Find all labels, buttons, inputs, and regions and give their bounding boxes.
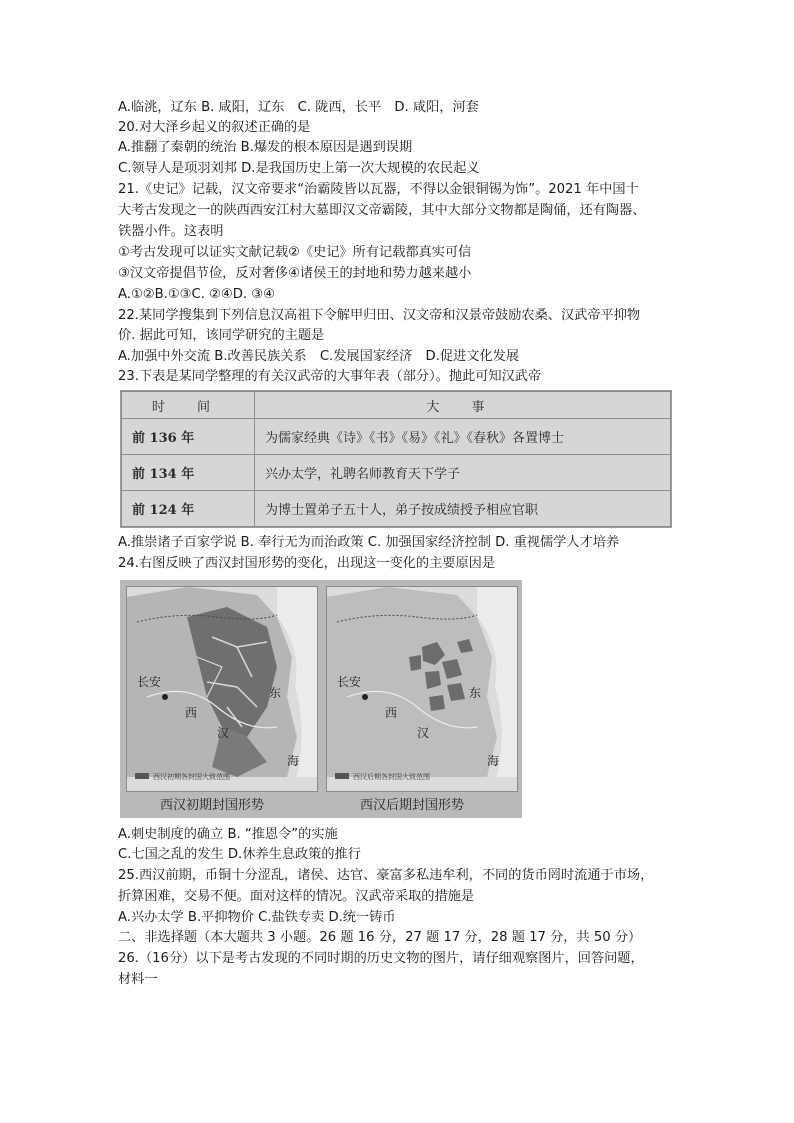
early-han-map: [126, 586, 318, 792]
section-two-heading: 二、非选择题（本大题共 3 小题。26 题 16 分，27 题 17 分，28 题 17 分，共 50 分）: [118, 930, 642, 945]
q21-stem-2: 大考古发现之一的陕西西安江村大墓即汉文帝霸陵，其中大部分文物都是陶俑，还有陶器、: [118, 203, 646, 218]
label-han: 汉: [217, 726, 230, 740]
row-year: 前 136 年: [122, 419, 255, 455]
q26-stem: 26.（16分）以下是考古发现的不同时期的历史文物的图片，请仔细观察图片，回答问题，: [118, 951, 644, 966]
fiefdom-maps-figure: [120, 580, 522, 818]
q20-options-ab: A.推翻了秦朝的统治 B.爆发的根本原因是遇到误期: [118, 140, 413, 155]
q25-options: A.兴办太学 B.平抑物价 C.盐铁专卖 D.统一铸币: [118, 910, 396, 925]
label-hai: 海: [287, 754, 300, 768]
q20-options-cd: C.领导人是项羽刘邦 D.是我国历史上第一次大规模的农民起义: [118, 161, 480, 176]
q21-stem-1: 21.《史记》记载，汉文帝要求“治霸陵皆以瓦器，不得以金银铜锡为饰”。2021 年中国十: [118, 182, 639, 197]
late-han-map: [326, 586, 518, 792]
q22-stem-2: 价. 据此可知，该同学研究的主题是: [118, 328, 325, 343]
q25-stem-2: 折算困难，交易不便。面对这样的情况。汉武帝采取的措施是: [118, 889, 475, 904]
row-year: 前 124 年: [122, 491, 255, 527]
row-year: 前 134 年: [122, 455, 255, 491]
table-row: [122, 419, 671, 455]
label-han: 汉: [417, 726, 430, 740]
q22-options: A.加强中外交流 B.改善民族关系 C.发展国家经济 D.促进文化发展: [118, 349, 520, 364]
q21-statements-2: ③汉文帝提倡节俭，反对奢侈④诸侯王的封地和势力越来越小: [118, 266, 472, 281]
label-dong: 东: [469, 686, 482, 700]
chronology-table: [120, 390, 672, 528]
q19-options: A.临洮，辽东 B. 咸阳，辽东 C. 陇西，长平 D. 咸阳，河套: [118, 100, 479, 115]
label-dong: 东: [269, 686, 282, 700]
label-hai: 海: [487, 754, 500, 768]
table-row: [122, 455, 671, 491]
table-row: [122, 491, 671, 527]
q26-material-label: 材料一: [118, 972, 158, 987]
q23-stem: 23.下表是某同学整理的有关汉武帝的大事年表（部分）。抛此可知汉武帝: [118, 369, 542, 384]
q24-options-ab: A.刺史制度的确立 B. “推恩令”的实施: [118, 827, 338, 842]
q21-stem-3: 铁器小件。这表明: [118, 224, 224, 239]
legend-right: 西汉后期各封国大致范围: [353, 773, 430, 781]
q20-stem: 20.对大泽乡起义的叙述正确的是: [118, 120, 311, 135]
q21-statements-1: ①考古发现可以证实文献记载②《史记》所有记载都真实可信: [118, 245, 472, 260]
label-changan: 长安: [137, 675, 162, 689]
label-xi: 西: [185, 706, 198, 720]
label-xi: 西: [385, 706, 398, 720]
row-event: 为博士置弟子五十人，弟子按成绩授予相应官职: [255, 491, 671, 527]
caption-late: 西汉后期封国形势: [360, 798, 465, 813]
q21-options: A.①②B.①③C. ②④D. ③④: [118, 287, 275, 302]
label-changan: 长安: [337, 675, 362, 689]
q24-stem: 24.右图反映了西汉封国形势的变化，出现这一变化的主要原因是: [118, 556, 496, 571]
header-time: 时 间: [122, 392, 255, 419]
legend-left: 西汉初期各封国大致范围: [153, 773, 230, 781]
row-event: 为儒家经典《诗》《书》《易》《礼》《春秋》各置博士: [255, 419, 671, 455]
caption-early: 西汉初期封国形势: [160, 798, 265, 813]
q25-stem-1: 25.西汉前期，币铜十分涩乱，诸侯、达官、豪富多私违牟利，不同的货币罔时流通于市场，: [118, 868, 654, 883]
header-event: 大 事: [255, 392, 671, 419]
q24-options-cd: C.七国之乱的发生 D.休养生息政策的推行: [118, 847, 361, 862]
row-event: 兴办太学，礼聘名师教育天下学子: [255, 455, 671, 491]
q22-stem-1: 22.某同学搜集到下列信息汉高祖下令解甲归田、汉文帝和汉景帝鼓励农桑、汉武帝平抑物: [118, 308, 641, 323]
q23-options: A.推崇诸子百家学说 B. 奉行无为而治政策 C. 加强国家经济控制 D. 重视儒学人才培养: [118, 535, 620, 550]
